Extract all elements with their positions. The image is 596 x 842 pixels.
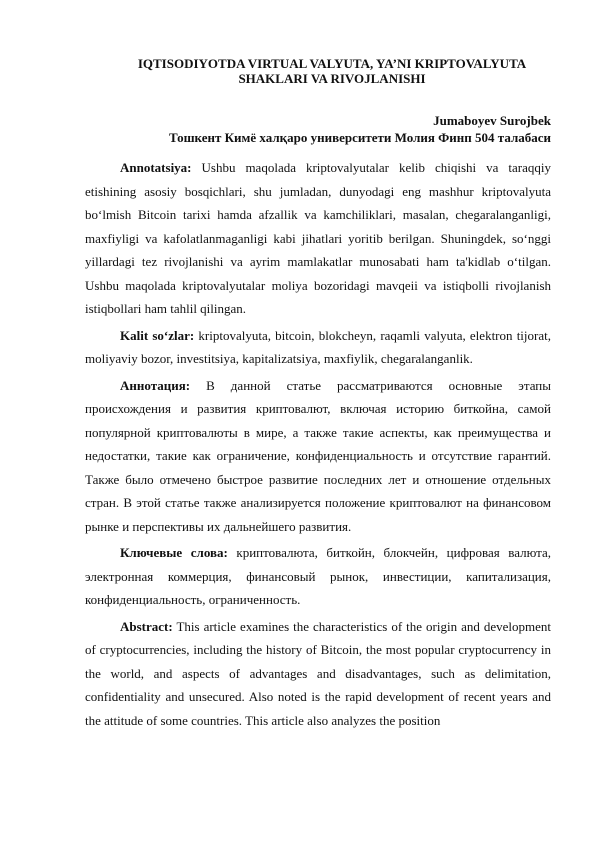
author-affiliation: Тошкент Кимё халқаро университети Молия Финп 504 талабаси [168, 130, 551, 145]
abstract-ru-label: Аннотация: [120, 377, 191, 393]
abstract-en-text: This article examines the characteristics of the origin and development of cryptocurrencies, including the history of Bitcoin, the most popular cryptocurrency in the world, and aspects of advantages and disadvantages, such as delimitation, confidentiality and unsecured. Also noted is the rapid development of recent years and the attitude of some countries. This article also analyzes the position [85, 618, 551, 728]
paper-body [85, 156, 551, 735]
abstract-uz [85, 156, 551, 321]
abstract-ru-text: В данной статье рассматриваются основные этапы происхождения и развития криптовалют, включая историю биткойна, самой популярной криптовалюты в мире, а также такие аспекты, как преимущества и недостатки, такие как ограничение, конфиденциальность и отсутствие гарантий. Также было отмечено быстрое развитие последних лет и отношение отдельных стран. В этой статье также анализируется положение криптовалют на финансовом рынке и перспективы их дальнейшего развития. [85, 377, 551, 534]
keywords-ru [85, 541, 551, 612]
keywords-ru-label: Ключевые слова: [120, 545, 228, 560]
abstract-en [85, 615, 551, 733]
author-block [91, 112, 551, 146]
keywords-ru-text: криптовалюта, биткойн, блокчейн, цифровая валюта, электронная коммерция, финансовый рынок, инвестиции, капитализация, конфиденциальность, ограниченность. [85, 545, 551, 607]
paper-title-line-2: SHAKLARI VA RIVOJLANISHI [238, 71, 426, 86]
paper-title-line-1: IQTISODIYOTDA VIRTUAL VALYUTA, YA’NI KRIPTOVALYUTA [137, 56, 527, 71]
keywords-uz [85, 324, 551, 371]
abstract-uz-text: Ushbu maqolada kriptovalyutalar kelib chiqishi va taraqqiy etishining asosiy bosqichlari, shu jumladan, dunyodagi eng mashhur kriptovalyuta bo‘lmish Bitcoin tarixi hamda afzallik va kamchiliklari, masalan, chegaralanganligi, maxfiyligi va kafolatlanmaganligi kabi jihatlari yoritib berilgan. Shuningdek, so‘nggi yillardagi tez rivojlanishi va ayrim mamlakatlar munosabati ham ta'kidlab o‘tilgan. Ushbu maqolada kriptovalyutalar moliya bozoridagi mavqeii va istiqbolli rivojlanish istiqbollari ham tahlil qilingan. [85, 160, 551, 316]
abstract-uz-label: Annotatsiya: [120, 160, 192, 175]
keywords-uz-label: Kalit so‘zlar: [120, 327, 195, 343]
paper-title [112, 56, 552, 86]
keywords-uz-text: kriptovalyuta, bitcoin, blokcheyn, raqamli valyuta, elektron tijorat, moliyaviy bozor, investitsiya, kapitalizatsiya, maxfiylik, chegaralanganlik. [85, 327, 551, 366]
author-name: Jumaboyev Surojbek [433, 113, 551, 128]
abstract-ru [85, 374, 551, 539]
abstract-en-label: Abstract: [120, 618, 173, 634]
